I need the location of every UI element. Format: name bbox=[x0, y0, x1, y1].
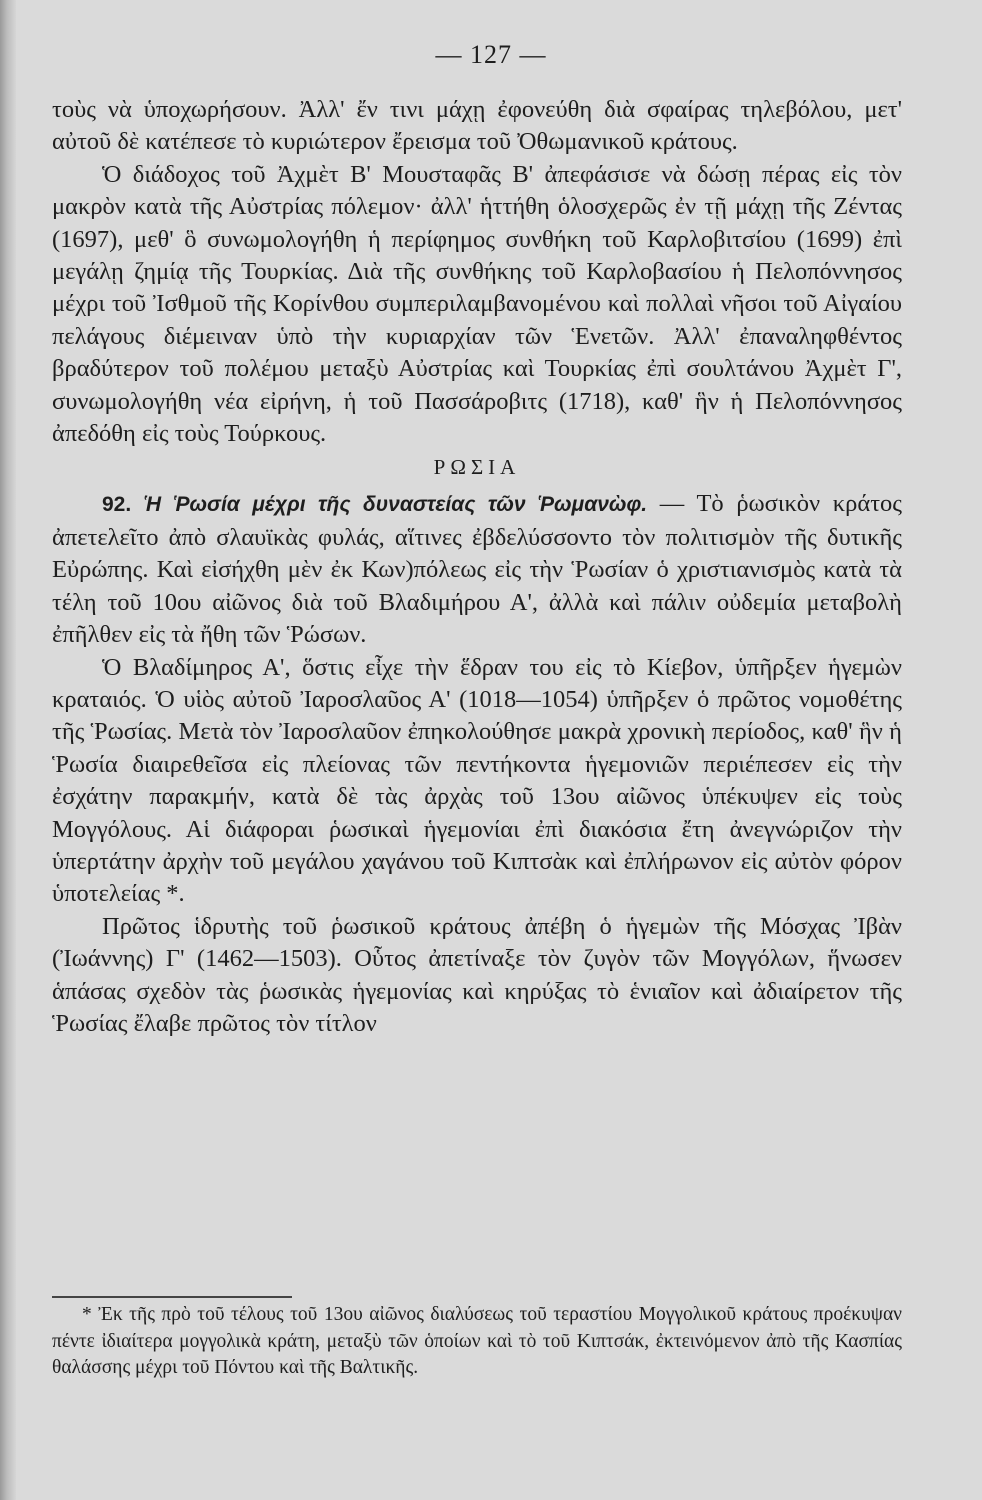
paragraph-section-92 bbox=[52, 488, 902, 651]
page-gutter-shadow bbox=[0, 0, 16, 1500]
footnote-text: * Ἐκ τῆς πρὸ τοῦ τέλους τοῦ 13ου αἰῶνος διαλύσεως τοῦ τεραστίου Μογγολικοῦ κράτους προέκυψαν πέντε ἰδιαίτερα μογγολικὰ κράτη, μεταξὺ τῶν ὁποίων καὶ τὸ τοῦ Κιπτσάκ, ἐκτεινόμενον ἀπὸ τῆς Κασπίας θαλάσσης μέχρι τοῦ Πόντου καὶ τῆς Βαλτικῆς. bbox=[52, 1304, 902, 1378]
paragraph-continuation: τοὺς νὰ ὑποχωρήσουν. Ἀλλ' ἔν τινι μάχῃ ἐφονεύθη διὰ σφαίρας τηλεβόλου, μετ' αὐτοῦ δὲ κατέπεσε τὸ κυριώτερον ἔρεισμα τοῦ Ὀθωμανικοῦ κράτους. bbox=[52, 96, 902, 156]
section-heading: Ἡ Ῥωσία μέχρι τῆς δυναστείας τῶν Ῥωμανὼφ. bbox=[143, 493, 648, 517]
main-text-block bbox=[52, 94, 902, 1040]
paragraph-ivan: Πρῶτος ἱδρυτὴς τοῦ ῥωσικοῦ κράτους ἀπέβη ὁ ἡγεμὼν τῆς Μόσχας Ἰβὰν (Ἰωάννης) Γ' (1462—1503). Οὗτος ἀπετίναξε τὸν ζυγὸν τῶν Μογγόλων, ἥνωσεν ἁπάσας σχεδὸν τὰς ῥωσικὰς ἡγεμονίας καὶ κηρύξας τὸ ἑνιαῖον καὶ ἀδιαίρετον τῆς Ῥωσίας ἔλαβε πρῶτος τὸν τίτλον bbox=[52, 912, 902, 1037]
section-92-text: — Τὸ ῥωσικὸν κράτος ἀπετελεῖτο ἀπὸ σλαυϊκὰς φυλάς, αἵτινες ἐβδελύσσοντο τὸν πολιτισμὸν τῆς δυτικῆς Εὐρώπης. Καὶ εἰσήχθη μὲν ἐκ Κων)πόλεως εἰς τὴν Ῥωσίαν ὁ χριστιανισμὸς κατὰ τὰ τέλη τοῦ 10ου αἰῶνος διὰ τοῦ Βλαδιμήρου Α', ἀλλὰ καὶ πάλιν οὐδεμία μεταβολὴ ἐπῆλθεν εἰς τὰ ἤθη τῶν Ῥώσων. bbox=[52, 490, 903, 649]
section-title-russia: ΡΩΣΙΑ bbox=[433, 455, 521, 480]
page-number: — 127 — bbox=[435, 40, 547, 69]
paragraph-mustafa: Ὁ διάδοχος τοῦ Ἀχμὲτ Β' Μουσταφᾶς Β' ἀπεφάσισε νὰ δώσῃ πέρας εἰς τὸν μακρὸν κατὰ τῆς Αὐστρίας πόλεμον· ἀλλ' ἡττήθη ὁλοσχερῶς ἐν τῇ μάχῃ τῆς Ζέντας (1697), μεθ' ὃ συνωμολογήθη ἡ περίφημος συνθήκη τοῦ Καρλοβιτσίου (1699) ἐπὶ μεγάλῃ ζημίᾳ τῆς Τουρκίας. Διὰ τῆς συνθήκης τοῦ Καρλοβασίου ἡ Πελοπόννησος μέχρι τοῦ Ἰσθμοῦ τῆς Κορίνθου συμπεριλαμβανομένου καὶ πολλαὶ νῆσοι τοῦ Αἰγαίου πελάγους διέμειναν ὑπὸ τὴν κυριαρχίαν τῶν Ἑνετῶν. Ἀλλ' ἐπαναληφθέντος βραδύτερον τοῦ πολέμου μεταξὺ Αὐστρίας καὶ Τουρκίας ἐπὶ σουλτάνου Ἀχμὲτ Γ', συνωμολογήθη νέα εἰρήνη, ἡ τοῦ Πασσάροβιτς (1718), καθ' ἣν ἡ Πελοπόννησος ἀπεδόθη εἰς τοὺς Τούρκους. bbox=[52, 160, 902, 448]
paragraph-vladimir: Ὁ Βλαδίμηρος Α', ὅστις εἶχε τὴν ἕδραν του εἰς τὸ Κίεβον, ὑπῆρξεν ἡγεμὼν κραταιός. Ὁ υἱὸς αὐτοῦ Ἰαροσλαῦος Α' (1018—1054) ὑπῆρξεν ὁ πρῶτος νομοθέτης τῆς Ῥωσίας. Μετὰ τὸν Ἰαροσλαῦον ἐπηκολούθησε μακρὰ χρονικὴ περίοδος, καθ' ἣν ἡ Ῥωσία διαιρεθεῖσα εἰς πλείονας τῶν πεντήκοντα ἡγεμονιῶν περιέπεσεν εἰς τὴν ἐσχάτην παρακμήν, κατὰ δὲ τὰς ἀρχὰς τοῦ 13ου αἰῶνος ὑπέκυψεν εἰς τοὺς Μογγόλους. Αἱ διάφοραι ῥωσικαὶ ἡγεμονίαι ἐπὶ διακόσια ἔτη ἀνεγνώριζον τὴν ὑπερτάτην ἀρχὴν τοῦ μεγάλου χαγάνου τοῦ Κιπτσὰκ καὶ ἐπλήρωνον εἰς αὐτὸν φόρον ὑποτελείας *. bbox=[52, 653, 902, 908]
footnote-block bbox=[52, 1302, 902, 1382]
section-number: 92. bbox=[102, 493, 132, 517]
footnote-divider bbox=[52, 1296, 292, 1298]
